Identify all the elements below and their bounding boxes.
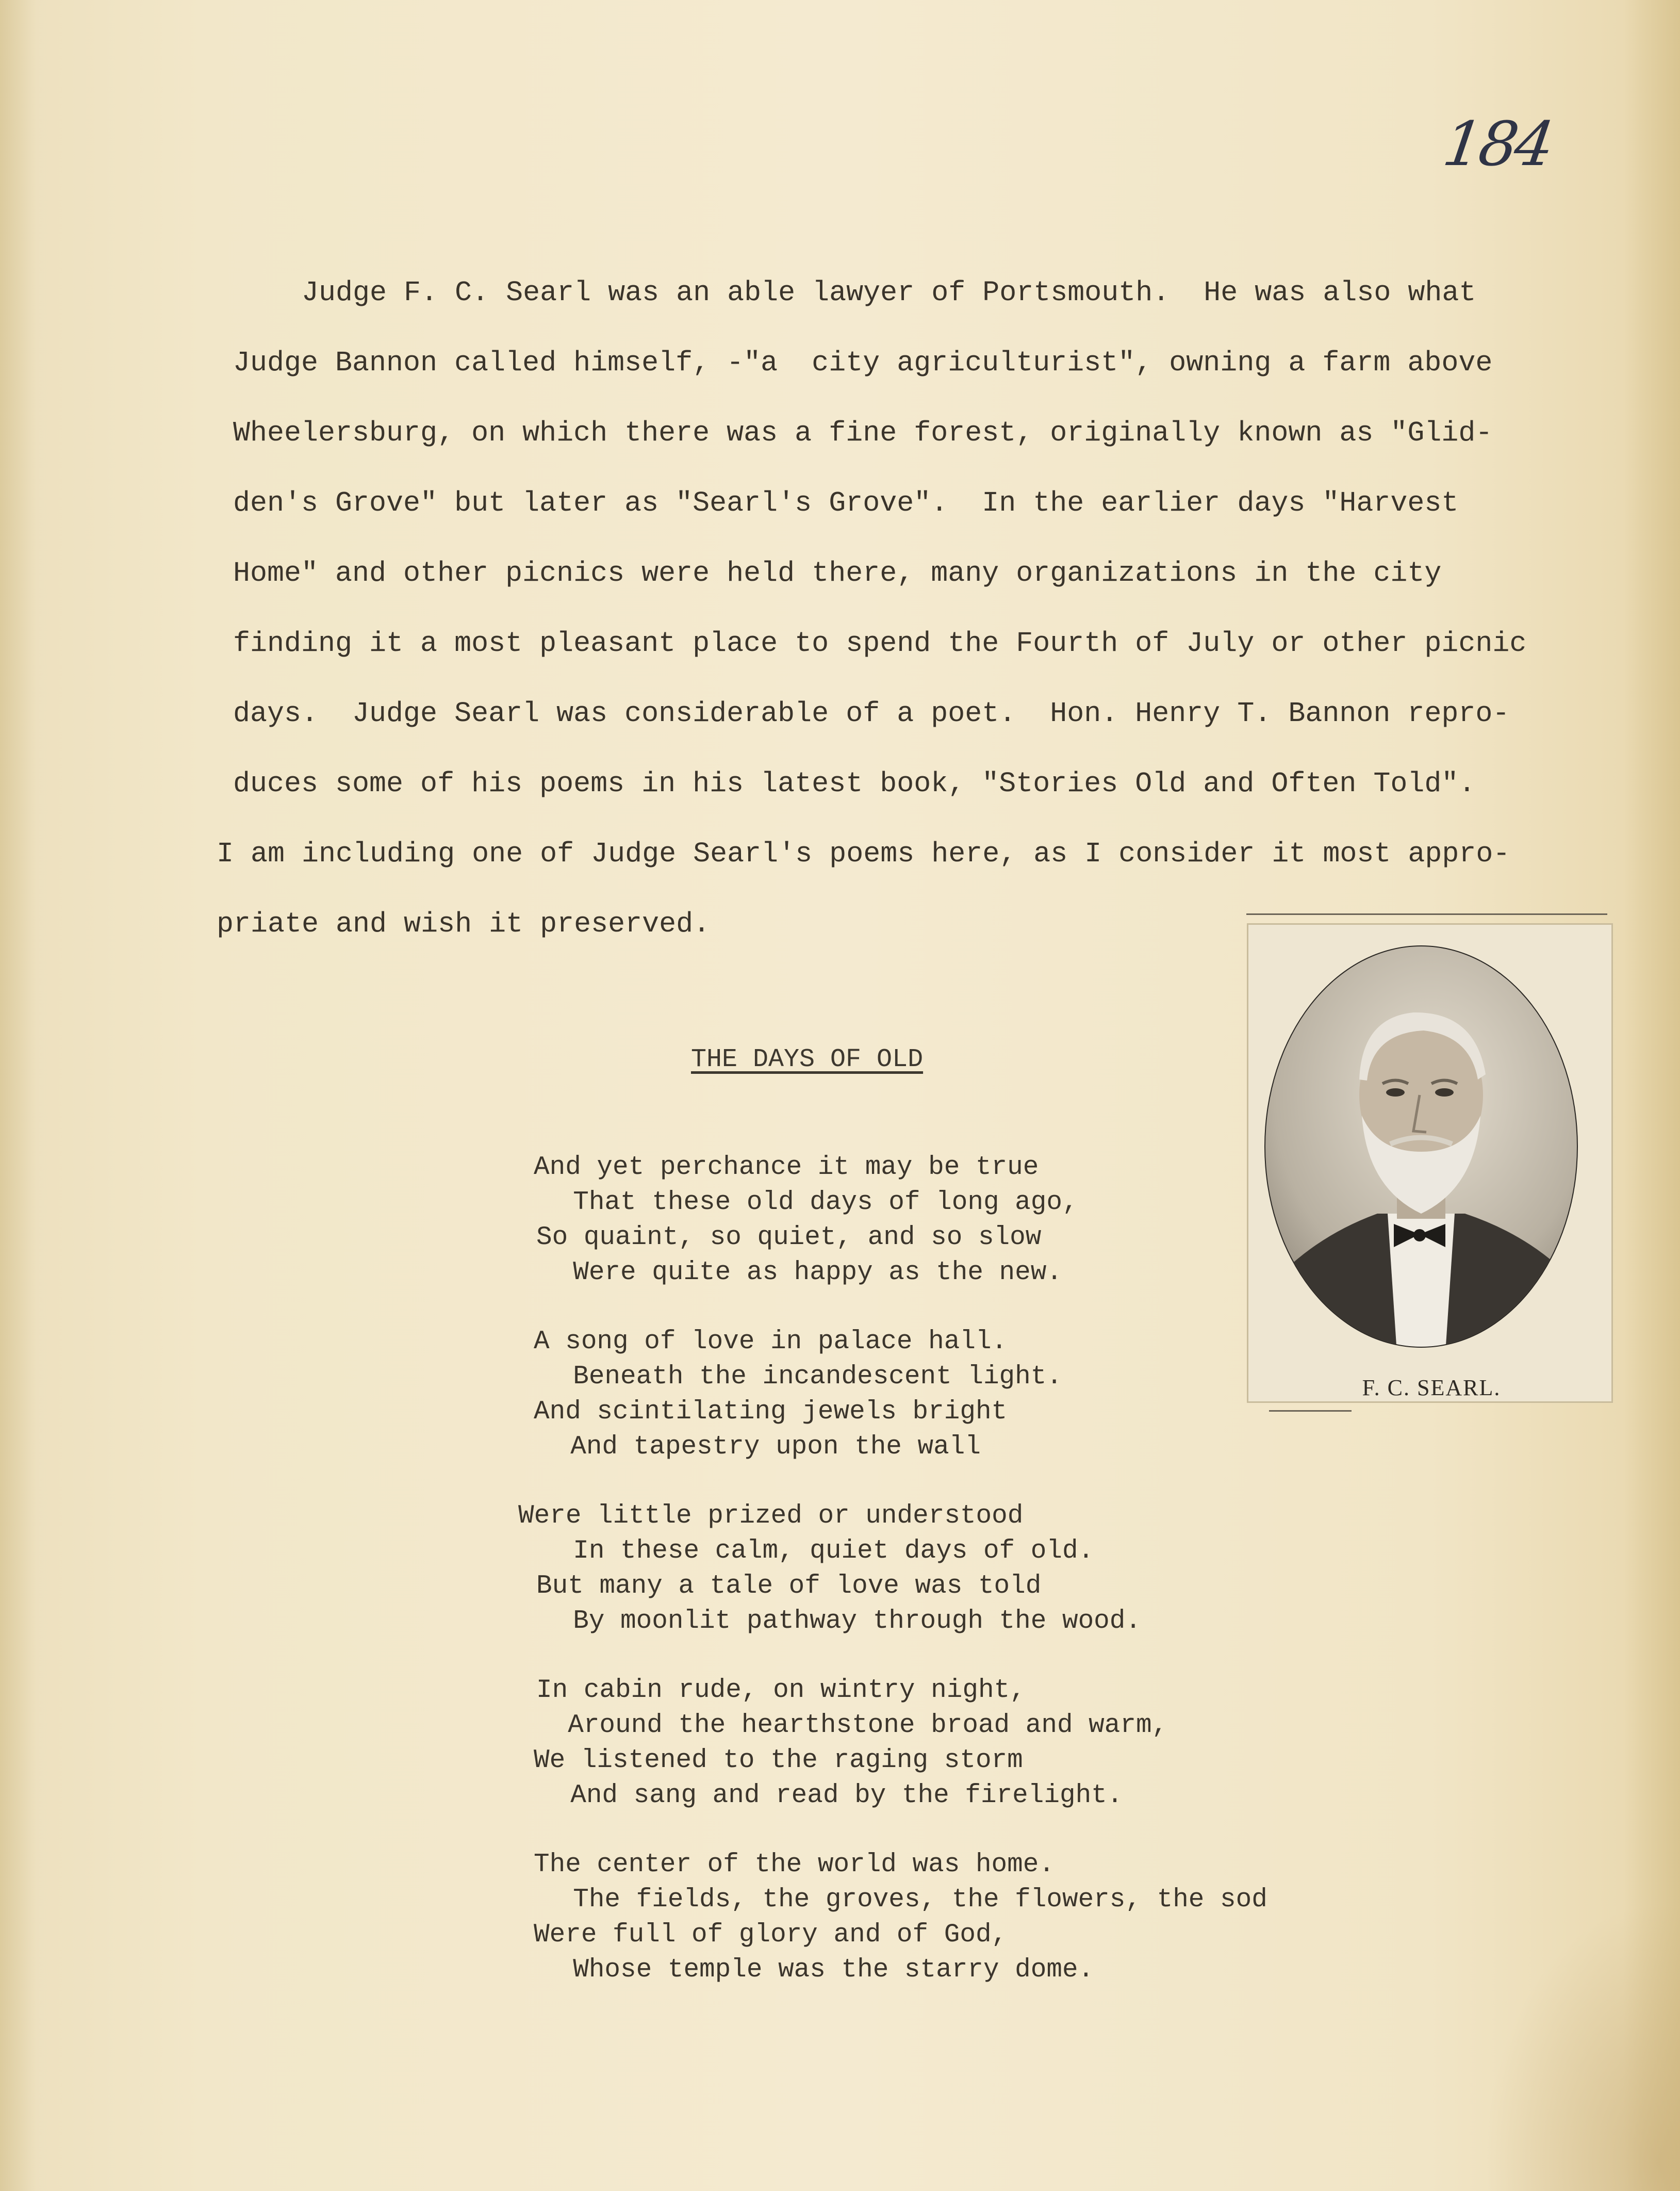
- paragraph-line: duces some of his poems in his latest book, "Stories Old and Often Told".: [233, 767, 1476, 800]
- paragraph-line: finding it a most pleasant place to spend the Fourth of July or other picnic: [233, 627, 1527, 660]
- poem-line: And sang and read by the firelight.: [539, 1781, 1123, 1810]
- paper-edge-left: [0, 0, 36, 2191]
- paragraph-line: den's Grove" but later as "Searl's Grove". In the earlier days "Harvest: [233, 487, 1459, 519]
- paragraph-line: Judge F. C. Searl was an able lawyer of Portsmouth. He was also what: [302, 276, 1476, 309]
- poem-line: In cabin rude, on wintry night,: [536, 1676, 1026, 1705]
- poem-line: And tapestry upon the wall: [539, 1432, 981, 1462]
- portrait-image: [1259, 945, 1604, 1368]
- poem-line: Were quite as happy as the new.: [541, 1258, 1062, 1287]
- portrait-bottom-rule: [1269, 1410, 1352, 1412]
- poem-line: But many a tale of love was told: [536, 1572, 1042, 1601]
- poem-line: The fields, the groves, the flowers, the sod: [541, 1885, 1267, 1915]
- portrait-top-rule: [1246, 913, 1607, 915]
- paragraph-line: priate and wish it preserved.: [217, 908, 711, 940]
- poem-line: Were little prized or understood: [518, 1501, 1024, 1531]
- poem-line: Around the hearthstone broad and warm,: [536, 1711, 1168, 1740]
- poem-line: That these old days of long ago,: [541, 1188, 1078, 1217]
- poem-line: We listened to the raging storm: [534, 1746, 1023, 1775]
- paragraph-line: days. Judge Searl was considerable of a poet. Hon. Henry T. Bannon repro-: [233, 697, 1510, 730]
- paragraph-line: I am including one of Judge Searl's poems here, as I consider it most appro-: [217, 838, 1510, 870]
- handwritten-page-number: 184: [1439, 108, 1556, 179]
- poem-line: A song of love in palace hall.: [534, 1327, 1008, 1356]
- poem-line: And yet perchance it may be true: [534, 1153, 1039, 1182]
- poem-line: In these calm, quiet days of old.: [541, 1536, 1094, 1566]
- paper-edge-right: [1623, 0, 1680, 2191]
- poem-line: Beneath the incandescent light.: [541, 1362, 1062, 1392]
- poem-line: Were full of glory and of God,: [534, 1920, 1008, 1950]
- poem-title: THE DAYS OF OLD: [691, 1045, 924, 1074]
- poem-line: Whose temple was the starry dome.: [541, 1955, 1094, 1985]
- portrait-caption: F. C. SEARL.: [1362, 1375, 1501, 1400]
- paragraph-line: Judge Bannon called himself, -"a city agriculturist", owning a farm above: [233, 347, 1493, 379]
- poem-line: And scintilating jewels bright: [534, 1397, 1008, 1427]
- paper-stain: [1484, 1902, 1680, 2191]
- portrait-plate: [1247, 923, 1613, 1403]
- paragraph-line: Home" and other picnics were held there, many organizations in the city: [233, 557, 1442, 590]
- poem-line: By moonlit pathway through the wood.: [541, 1607, 1141, 1636]
- poem-line: So quaint, so quiet, and so slow: [536, 1223, 1042, 1252]
- poem-line: The center of the world was home.: [534, 1850, 1055, 1879]
- paragraph-line: Wheelersburg, on which there was a fine forest, originally known as "Glid-: [233, 417, 1493, 449]
